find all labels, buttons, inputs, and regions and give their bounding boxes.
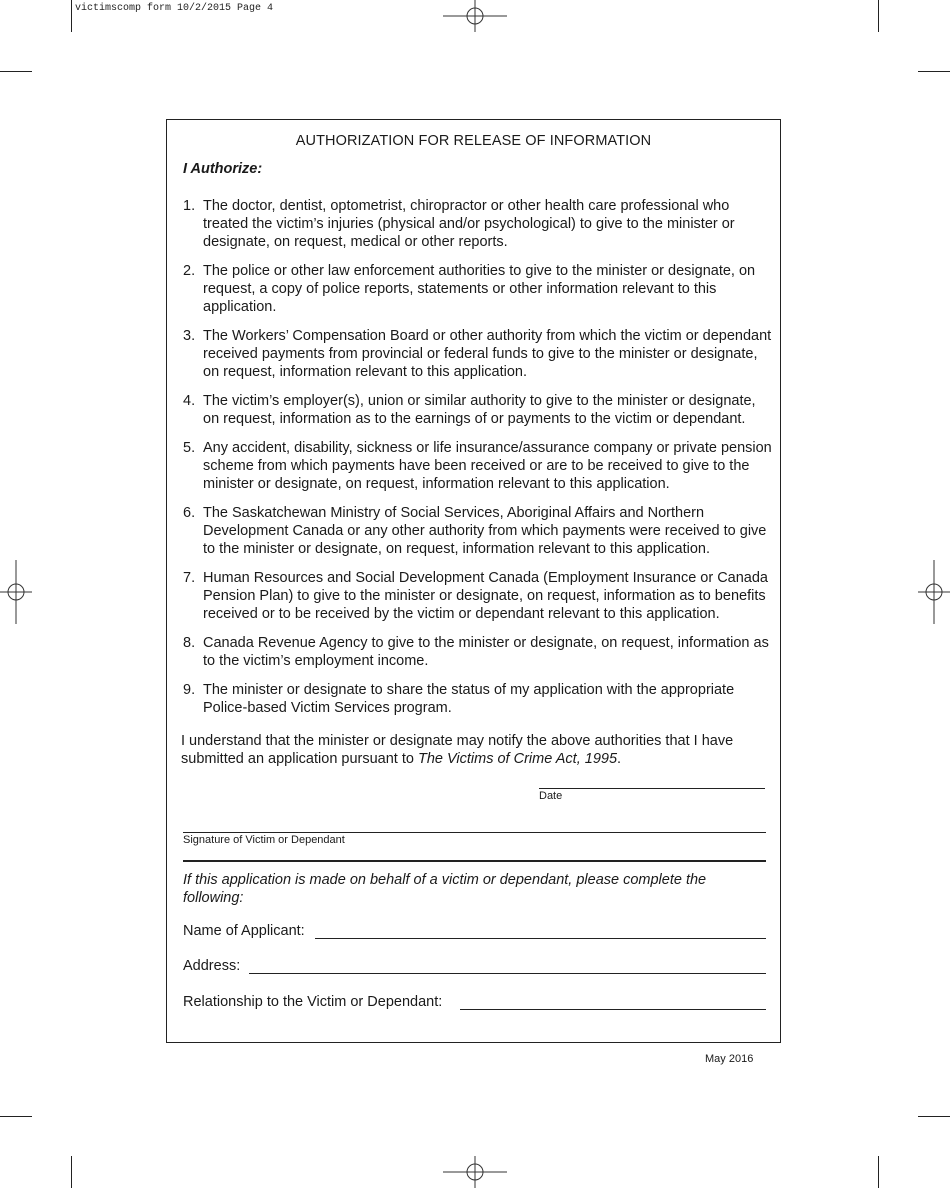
item-number: 3. [183, 328, 196, 344]
crop-mark [0, 71, 32, 72]
crop-mark [878, 0, 879, 32]
item-text: Canada Revenue Agency to give to the minister or designate, on request, information as to the victim’s employment income. [203, 635, 769, 669]
crop-mark [71, 1156, 72, 1188]
list-item [183, 197, 775, 251]
understanding-statement [181, 732, 771, 768]
item-text: The police or other law enforcement authorities to give to the minister or designate, on request, a copy of police reports, statements or other information relevant to this application. [203, 263, 756, 315]
item-number: 7. [183, 570, 196, 586]
authorization-list [183, 197, 775, 717]
crop-mark [918, 71, 950, 72]
date-line[interactable] [539, 788, 765, 789]
date-label: Date [539, 790, 563, 802]
authorize-heading: I Authorize: [183, 161, 263, 177]
list-item [183, 392, 775, 428]
item-text: The Saskatchewan Ministry of Social Services, Aboriginal Affairs and Northern Development Canada or any other authority from which payments were received to give to the minister or designate, on request, information relevant to this application. [203, 505, 767, 557]
item-text: Human Resources and Social Development Canada (Employment Insurance or Canada Pension Plan) to give to the minister or designate, on request, information as to benefits received or to be received by the victim or dependant relevant to this application. [203, 570, 768, 622]
item-text: The minister or designate to share the status of my application with the appropriate Police-based Victim Services program. [203, 682, 735, 716]
item-number: 9. [183, 682, 196, 698]
item-text: Any accident, disability, sickness or life insurance/assurance company or private pension scheme from which payments have been received or are to be received to give to the minister or designate, on request, information relevant to this application. [203, 440, 772, 492]
registration-mark-icon [443, 0, 507, 32]
item-number: 4. [183, 393, 196, 409]
print-header: victimscomp form 10/2/2015 Page 4 [75, 3, 274, 14]
relationship-input-line[interactable] [460, 1009, 766, 1010]
list-item [183, 569, 775, 623]
crop-mark [918, 1116, 950, 1117]
address-input-line[interactable] [249, 973, 766, 974]
behalf-instructions: If this application is made on behalf of a victim or dependant, please complete the following: [183, 872, 707, 906]
item-text: The victim’s employer(s), union or similar authority to give to the minister or designate, on request, information as to the earnings of or payments to the victim or dependant. [203, 393, 756, 427]
list-item [183, 439, 775, 493]
crop-mark [71, 0, 72, 32]
registration-mark-icon [918, 560, 950, 624]
item-number: 5. [183, 440, 196, 456]
item-text: The doctor, dentist, optometrist, chiropractor or other health care professional who treated the victim’s injuries (physical and/or psychological) to give to the minister or designate, on request, medical or other reports. [203, 198, 735, 250]
section-divider [183, 860, 766, 862]
form-date: May 2016 [705, 1053, 754, 1065]
item-number: 6. [183, 505, 196, 521]
crop-mark [0, 1116, 32, 1117]
form-title: AUTHORIZATION FOR RELEASE OF INFORMATION [295, 133, 652, 149]
understanding-text: I understand that the minister or designate may notify the above authorities that I have submitted an application pursuant to [181, 733, 734, 767]
relationship-label: Relationship to the Victim or Dependant: [183, 994, 443, 1010]
list-item [183, 504, 775, 558]
signature-line[interactable] [183, 832, 766, 833]
list-item [183, 681, 775, 717]
list-item [183, 634, 775, 670]
name-input-line[interactable] [315, 938, 766, 939]
registration-mark-icon [443, 1156, 507, 1188]
act-name: The Victims of Crime Act, 1995 [417, 751, 618, 767]
item-text: The Workers’ Compensation Board or other authority from which the victim or dependant received payments from provincial or federal funds to give to the minister or designate, on request, information relevant to this application. [203, 328, 772, 380]
item-number: 8. [183, 635, 196, 651]
crop-mark [878, 1156, 879, 1188]
authorization-form [166, 119, 781, 1043]
signature-label: Signature of Victim or Dependant [183, 834, 345, 846]
item-number: 1. [183, 198, 196, 214]
address-label: Address: [183, 958, 241, 974]
item-number: 2. [183, 263, 196, 279]
name-label: Name of Applicant: [183, 923, 305, 939]
list-item [183, 262, 775, 316]
list-item [183, 327, 775, 381]
act-suffix: . [617, 751, 622, 767]
registration-mark-icon [0, 560, 32, 624]
